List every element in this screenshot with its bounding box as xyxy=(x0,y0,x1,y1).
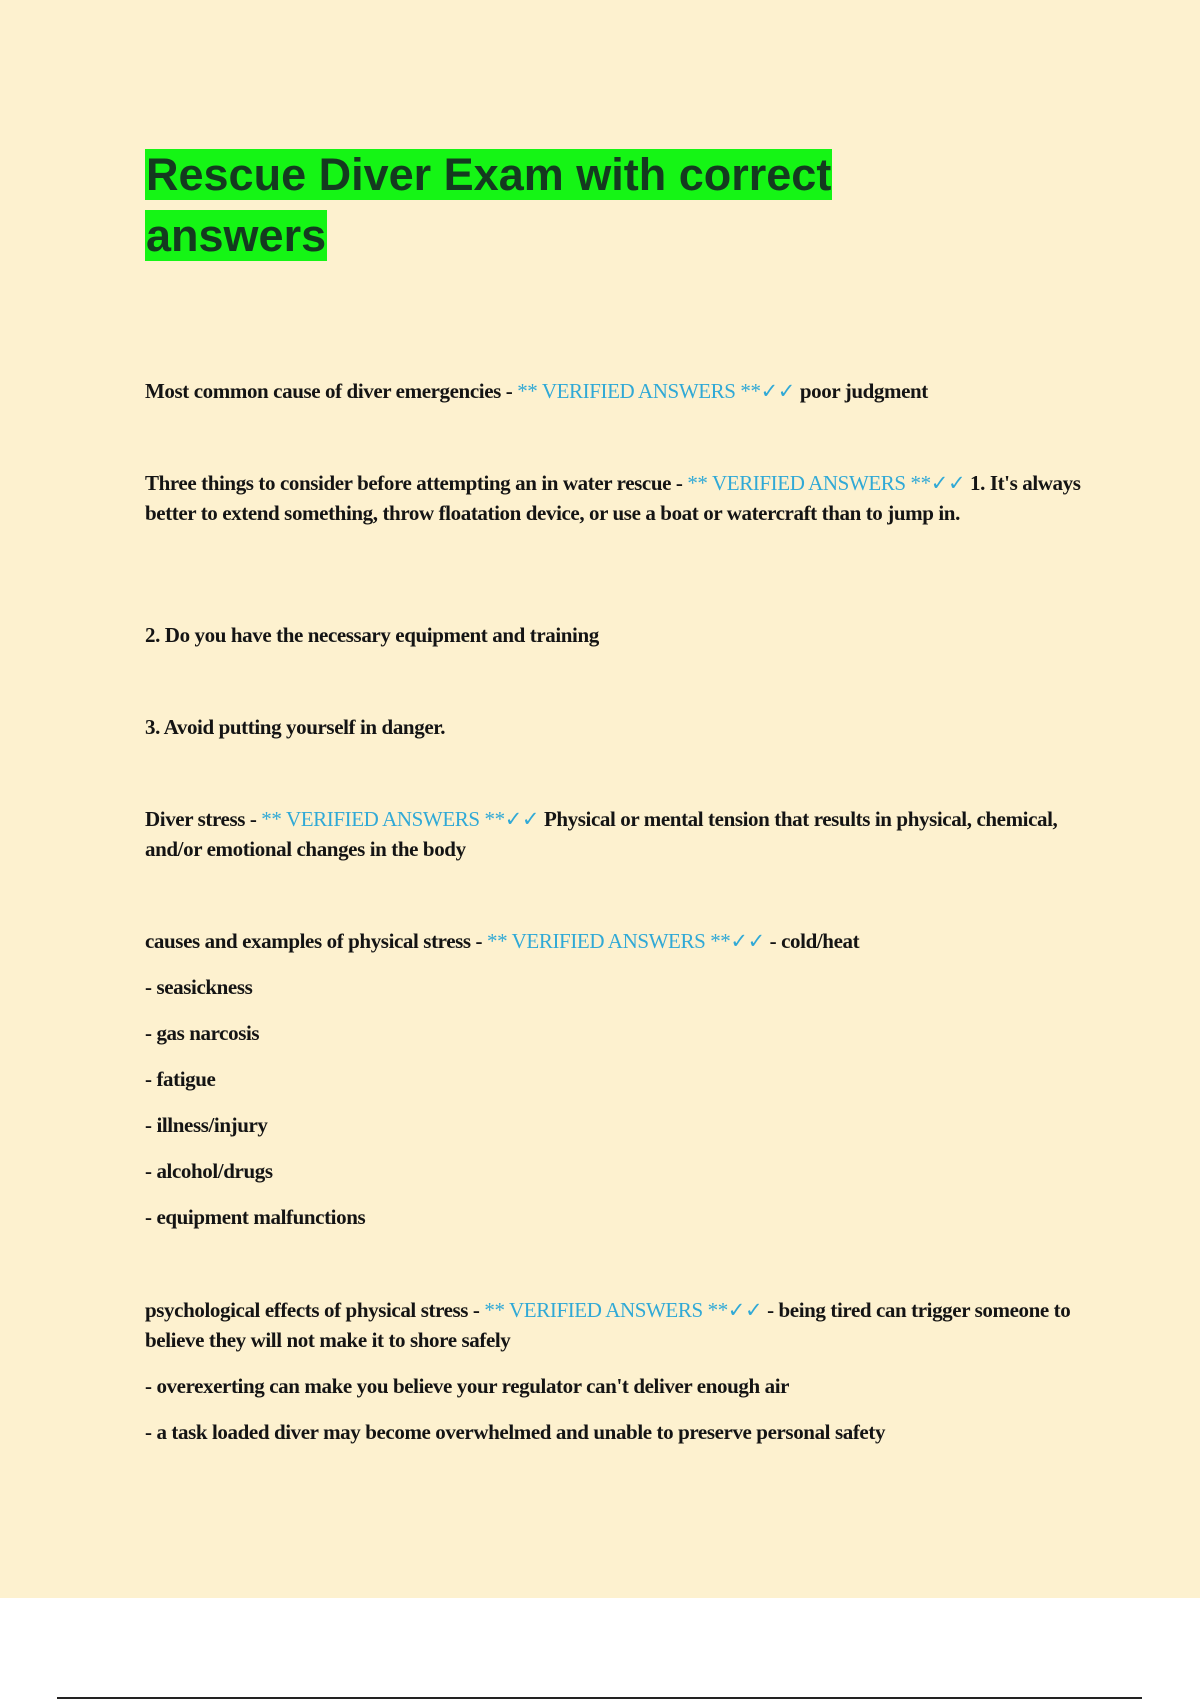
check-icon: ✓✓ xyxy=(727,1298,763,1322)
plain-paragraph: 2. Do you have the necessary equipment and training xyxy=(145,623,599,647)
check-icon: ✓✓ xyxy=(930,471,966,495)
footer-divider xyxy=(57,1697,1142,1699)
question-text: Three things to consider before attempting an in water rescue - xyxy=(145,471,688,495)
bullet-item: - equipment malfunctions xyxy=(145,1205,366,1229)
document-title xyxy=(145,144,1085,266)
bullet-item: - illness/injury xyxy=(145,1113,268,1137)
bullet-item: - gas narcosis xyxy=(145,1021,260,1045)
bullet-item: - seasickness xyxy=(145,975,253,999)
answer-text: poor judgment xyxy=(799,379,928,403)
answer-text: 1. It's always better to extend something, throw floatation device, or use a boat or watercraft than to jump in. xyxy=(145,471,1081,525)
qa-item xyxy=(145,1295,1085,1447)
verified-badge: ** VERIFIED ANSWERS **✓✓ xyxy=(486,929,765,953)
qa-paragraph xyxy=(145,804,1085,864)
question-text: causes and examples of physical stress - xyxy=(145,929,487,953)
bullet-item: - fatigue xyxy=(145,1067,216,1091)
verified-badge: ** VERIFIED ANSWERS **✓✓ xyxy=(687,471,966,495)
verified-badge: ** VERIFIED ANSWERS **✓✓ xyxy=(484,1298,763,1322)
verified-badge: ** VERIFIED ANSWERS **✓✓ xyxy=(261,807,540,831)
qa-item xyxy=(145,468,1085,528)
qa-paragraph xyxy=(145,926,1085,956)
verified-badge: ** VERIFIED ANSWERS **✓✓ xyxy=(517,379,796,403)
question-text: Most common cause of diver emergencies - xyxy=(145,379,518,403)
bullet-item: - a task loaded diver may become overwhelmed and unable to preserve personal safety xyxy=(145,1420,886,1444)
check-icon: ✓✓ xyxy=(504,807,540,831)
answer-text: - cold/heat xyxy=(769,929,860,953)
check-icon: ✓✓ xyxy=(760,379,796,403)
question-text: Diver stress - xyxy=(145,807,262,831)
answer-text: - being tired can trigger someone to believe they will not make it to shore safely xyxy=(145,1298,1071,1352)
answer-text: Physical or mental tension that results in physical, chemical, and/or emotional changes in the body xyxy=(145,807,1058,861)
qa-item xyxy=(145,926,1085,1232)
qa-item xyxy=(145,804,1085,864)
qa-paragraph xyxy=(145,468,1085,528)
question-text: psychological effects of physical stress - xyxy=(145,1298,485,1322)
check-icon: ✓✓ xyxy=(730,929,765,953)
qa-paragraph xyxy=(145,1295,1085,1355)
qa-paragraph xyxy=(145,376,1085,406)
plain-paragraph: 3. Avoid putting yourself in danger. xyxy=(145,715,446,739)
qa-item xyxy=(145,376,1085,406)
document-content xyxy=(145,144,1085,1444)
qa-item xyxy=(145,712,1085,742)
bullet-item: - alcohol/drugs xyxy=(145,1159,273,1183)
title-line-1: Rescue Diver Exam with correct xyxy=(146,149,832,200)
title-line-2: answers xyxy=(146,210,327,261)
bullet-item: - overexerting can make you believe your regulator can't deliver enough air xyxy=(145,1374,790,1398)
qa-item xyxy=(145,620,1085,650)
